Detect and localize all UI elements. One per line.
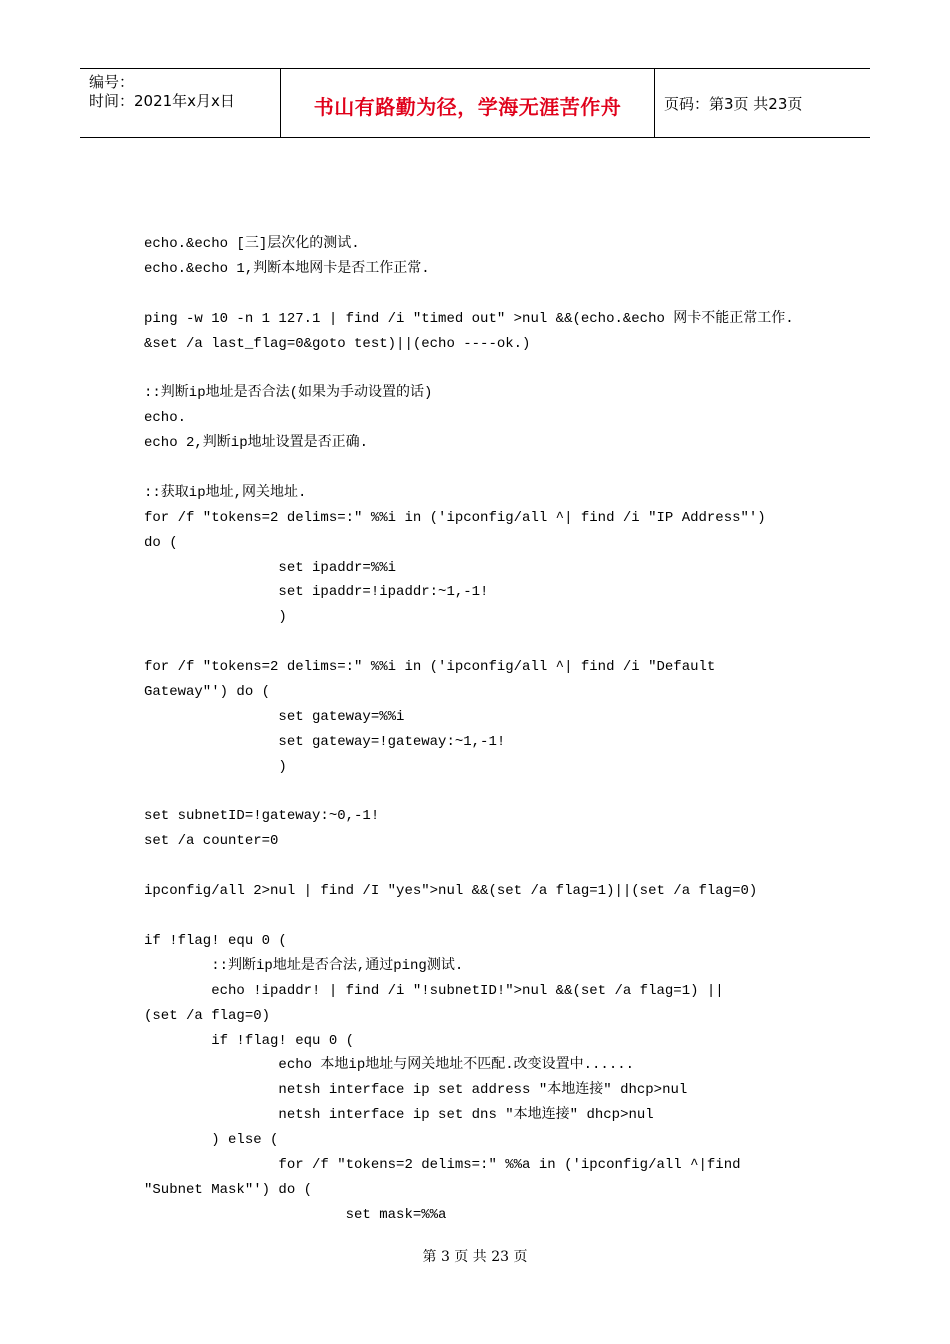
- code-line: ) else (: [144, 1132, 279, 1149]
- code-line: [144, 456, 864, 481]
- code-line: ): [144, 609, 287, 626]
- code-line: ipconfig/all 2>nul | find /I "yes">nul &&(set /a flag=1)||(set /a flag=0): [144, 883, 758, 900]
- code-line: for /f "tokens=2 delims=:" %%i in ('ipconfig/all ^| find /i "Default: [144, 659, 716, 676]
- header-motto: 书山有路勤为径，学海无涯苦作舟: [313, 95, 622, 119]
- code-line: netsh interface ip set dns "本地连接" dhcp>nul: [144, 1107, 654, 1124]
- code-line: set gateway=%%i: [144, 708, 405, 725]
- code-line: echo !ipaddr! | find /i "!subnetID!">nul &&(set /a flag=1) ||: [144, 982, 724, 999]
- header-page-number: 页码：第3页 共23页: [664, 95, 803, 113]
- code-line: &set /a last_flag=0&goto test)||(echo ----ok.): [144, 335, 531, 352]
- page-footer: 第 3 页 共 23 页: [422, 1249, 528, 1265]
- code-line: set mask=%%a: [144, 1206, 447, 1223]
- document-date-label: 时间：2021年x月x日: [89, 92, 235, 110]
- code-line: Gateway"') do (: [144, 684, 271, 701]
- code-line: if !flag! equ 0 (: [144, 1032, 355, 1049]
- code-line: (set /a flag=0): [144, 1007, 271, 1024]
- code-line: "Subnet Mask"') do (: [144, 1181, 313, 1198]
- code-line: set ipaddr=%%i: [144, 559, 397, 576]
- code-line: echo.&echo [三]层次化的测试.: [144, 236, 360, 252]
- code-line: netsh interface ip set address "本地连接" dhcp>nul: [144, 1082, 688, 1099]
- code-listing: [144, 232, 864, 1228]
- code-line: for /f "tokens=2 delims=:" %%i in ('ipconfig/all ^| find /i "IP Address"'): [144, 509, 766, 526]
- page-header: [80, 68, 870, 138]
- code-line: set ipaddr=!ipaddr:~1,-1!: [144, 584, 489, 601]
- code-line: echo 本地ip地址与网关地址不匹配.改变设置中......: [144, 1057, 635, 1074]
- code-line: for /f "tokens=2 delims=:" %%a in ('ipconfig/all ^|find: [144, 1156, 741, 1173]
- code-line: ): [144, 758, 287, 775]
- code-line: [144, 630, 864, 655]
- header-motto-cell: [281, 69, 655, 137]
- code-line: set /a counter=0: [144, 833, 279, 850]
- code-line: echo.&echo 1,判断本地网卡是否工作正常.: [144, 260, 430, 277]
- code-line: [144, 282, 864, 307]
- code-line: [144, 356, 864, 381]
- code-line: if !flag! equ 0 (: [144, 932, 287, 949]
- code-line: ping -w 10 -n 1 127.1 | find /i "timed out" >nul &&(echo.&echo 网卡不能正常工作.: [144, 310, 794, 327]
- code-line: ::获取ip地址,网关地址.: [144, 484, 307, 501]
- code-line: [144, 854, 864, 879]
- header-info-cell: [80, 69, 281, 137]
- document-number-label: 编号：: [89, 73, 135, 91]
- header-page-cell: [655, 69, 870, 137]
- code-line: ::判断ip地址是否合法,通过ping测试.: [144, 957, 464, 974]
- code-line: ::判断ip地址是否合法(如果为手动设置的话): [144, 385, 433, 402]
- code-line: [144, 780, 864, 805]
- code-line: echo.: [144, 410, 187, 427]
- code-line: set gateway=!gateway:~1,-1!: [144, 733, 506, 750]
- code-line: [144, 904, 864, 929]
- code-line: echo 2,判断ip地址设置是否正确.: [144, 435, 369, 452]
- code-line: do (: [144, 534, 178, 551]
- code-line: set subnetID=!gateway:~0,-1!: [144, 808, 380, 825]
